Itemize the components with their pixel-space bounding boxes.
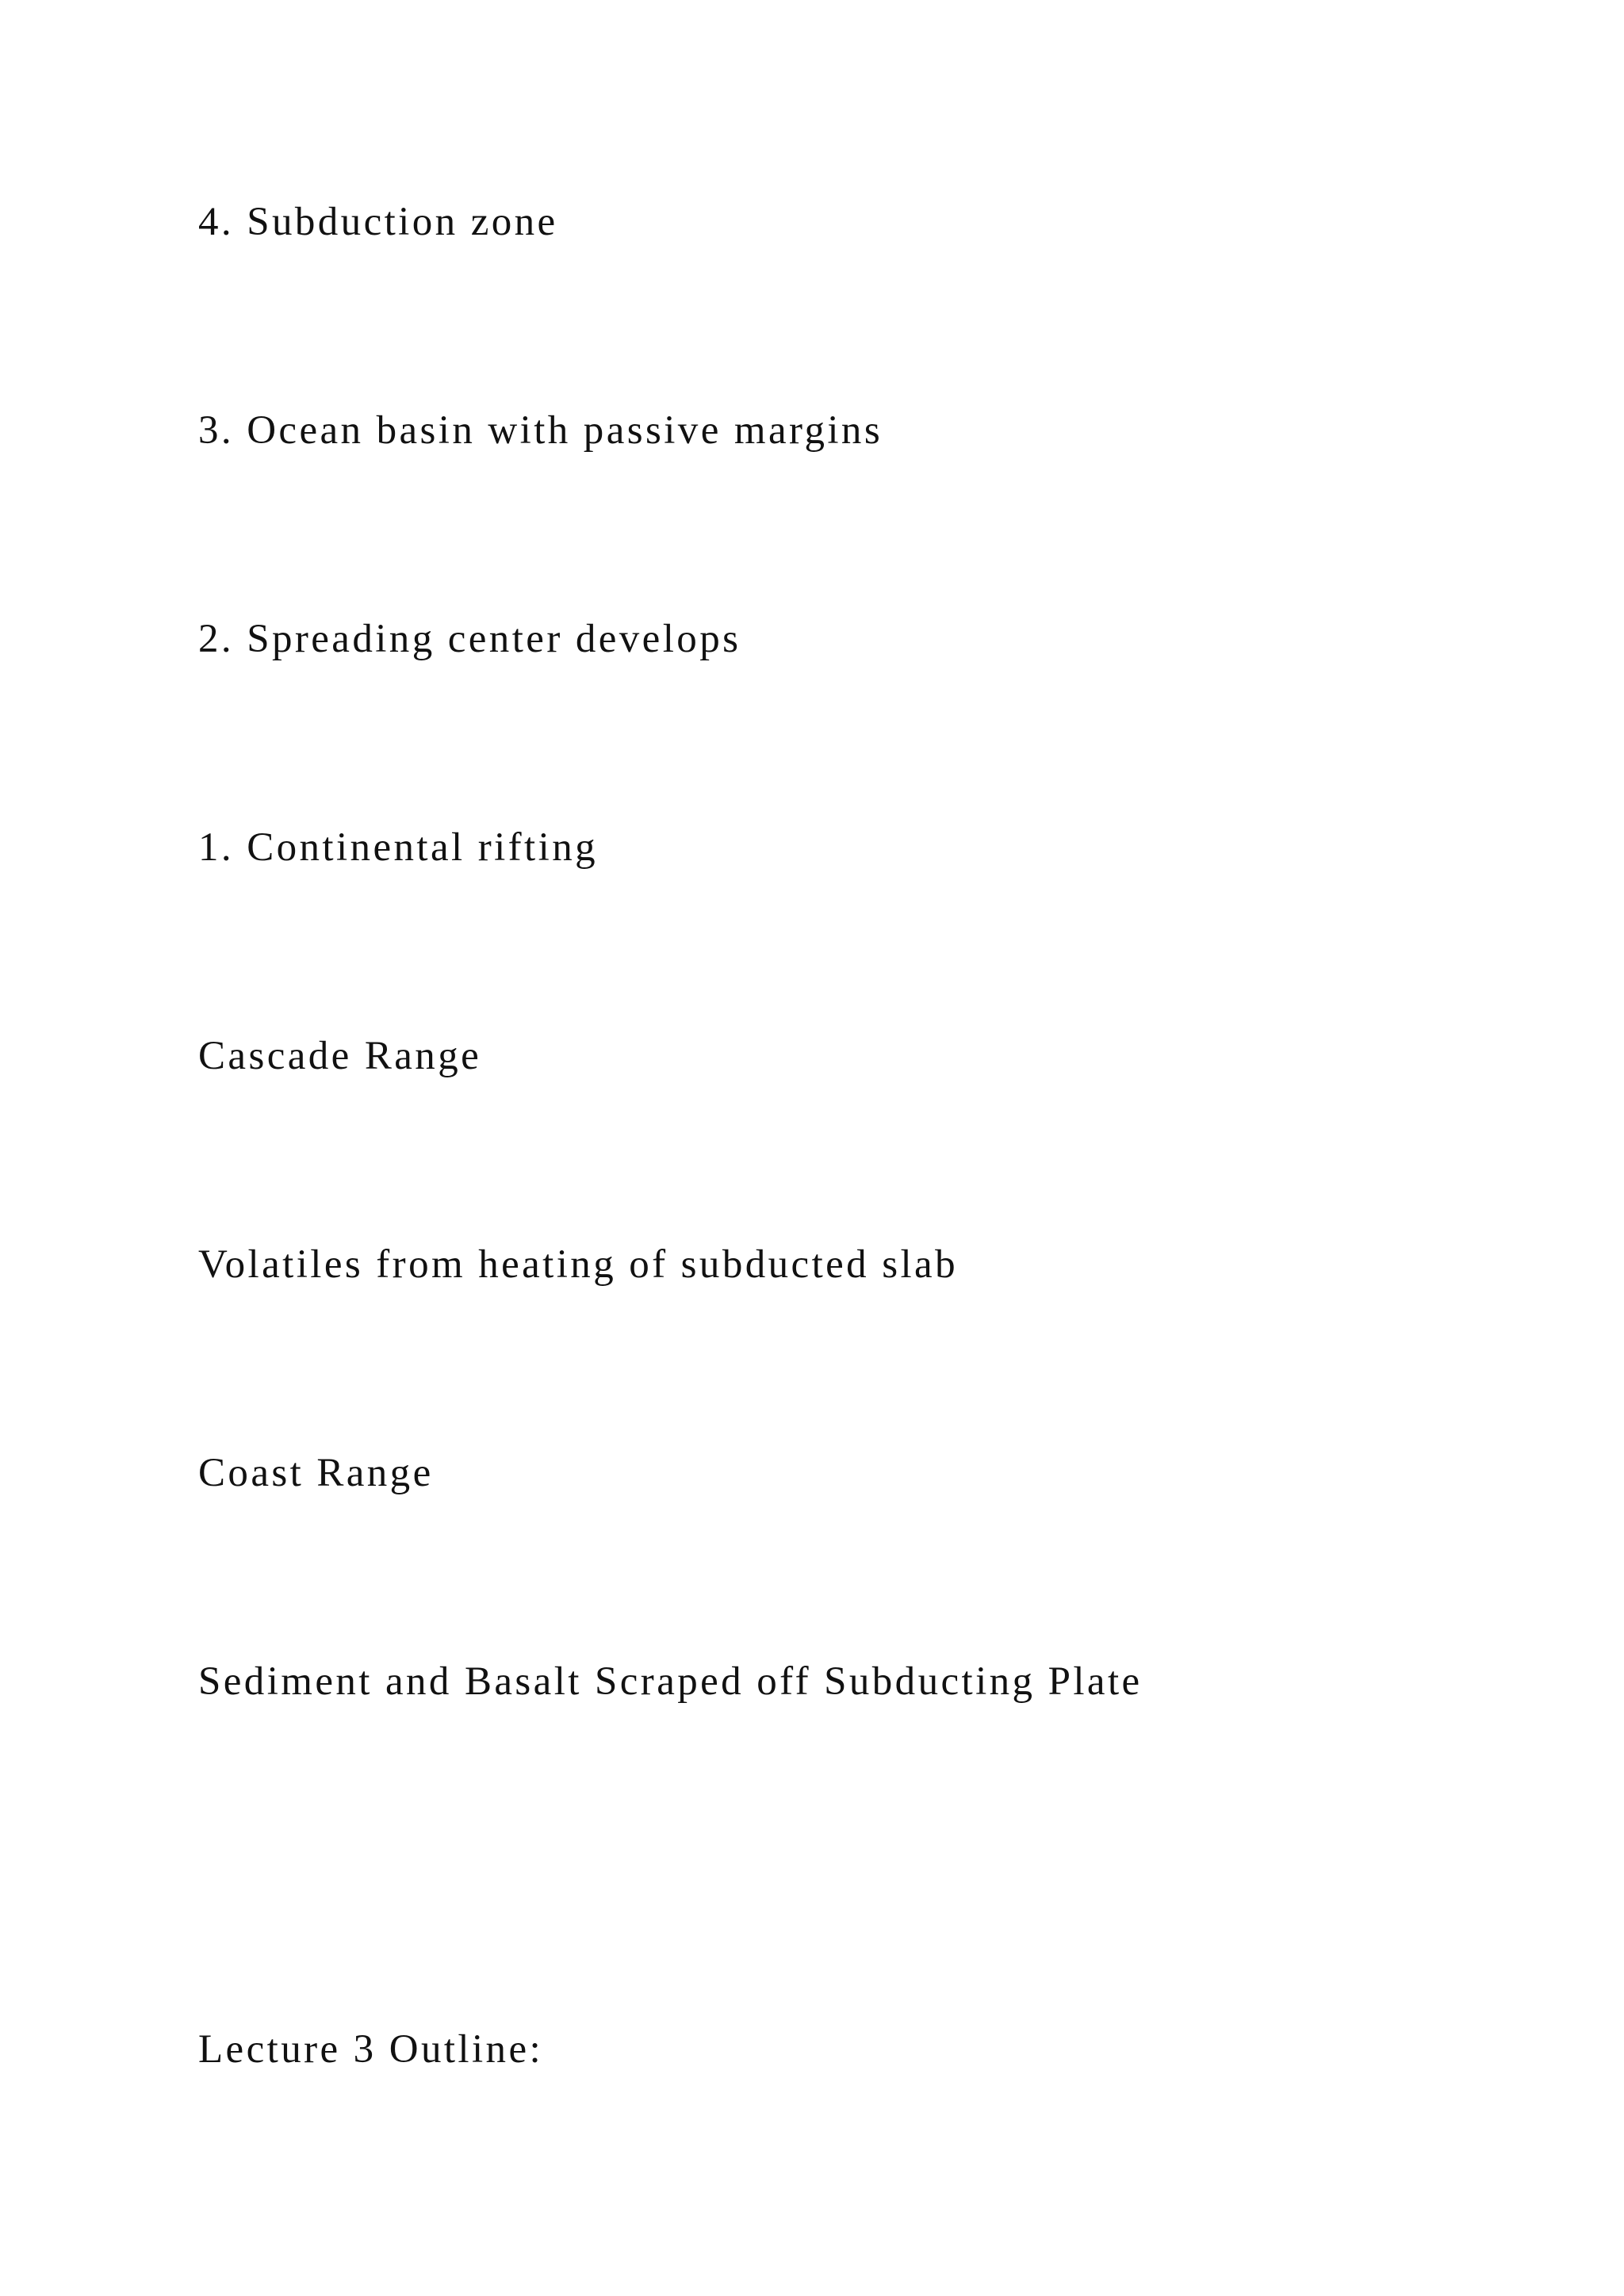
text-line-volatiles: Volatiles from heating of subducted slab <box>198 1242 958 1287</box>
lecture-outline-heading: Lecture 3 Outline: <box>198 2027 544 2072</box>
text-line-continental-rifting: 1. Continental rifting <box>198 825 598 870</box>
text-line-coast-range: Coast Range <box>198 1451 434 1495</box>
text-line-cascade-range: Cascade Range <box>198 1034 482 1078</box>
text-line-sediment-basalt: Sediment and Basalt Scraped off Subducting Plate <box>198 1659 1143 1704</box>
text-line-subduction-zone: 4. Subduction zone <box>198 200 558 244</box>
text-line-ocean-basin: 3. Ocean basin with passive margins <box>198 408 883 453</box>
text-line-spreading-center: 2. Spreading center develops <box>198 617 741 661</box>
